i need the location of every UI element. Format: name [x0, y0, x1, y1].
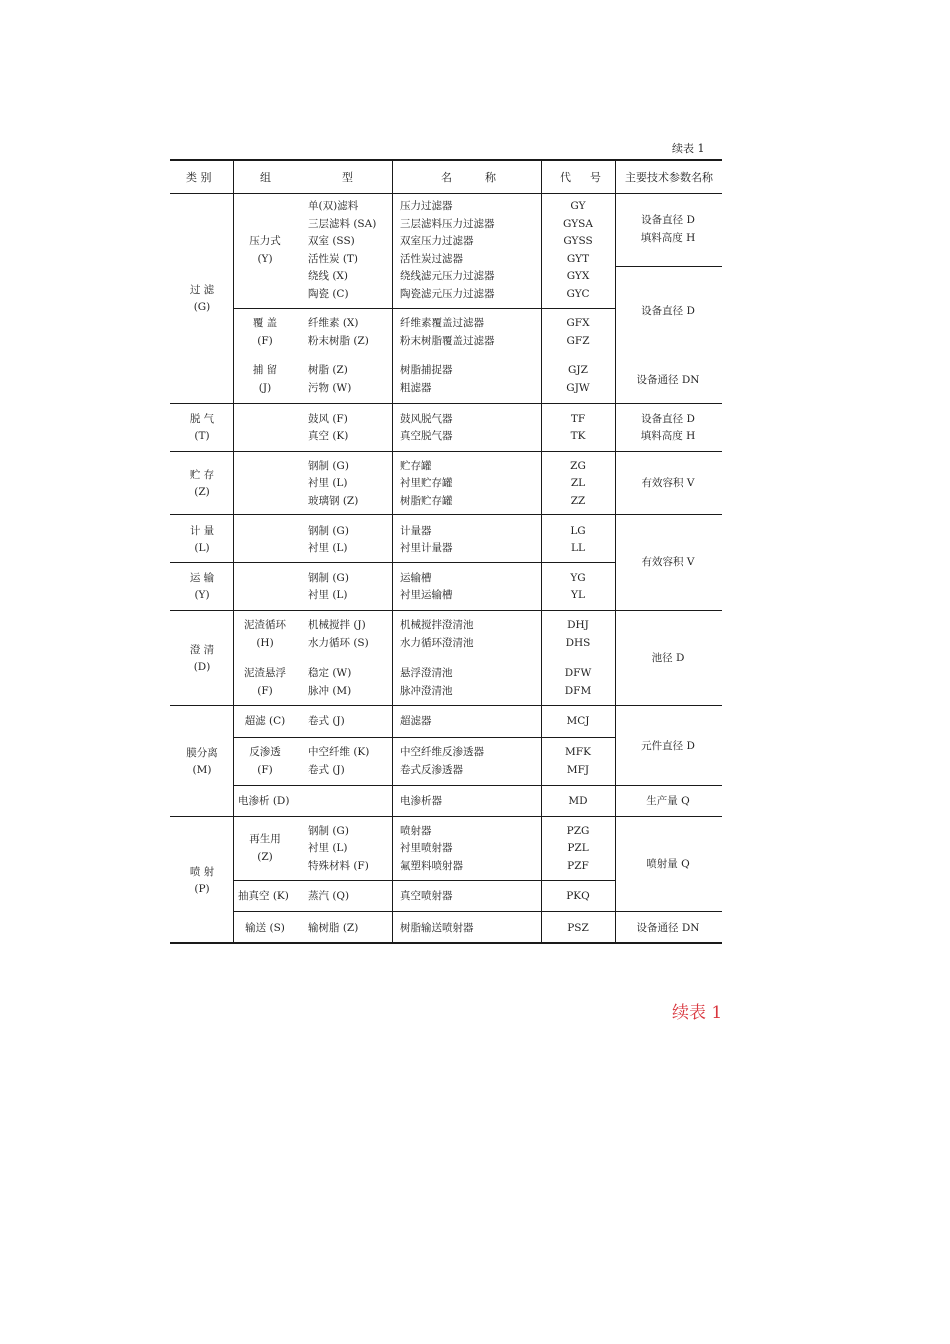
group-pressure: 压力式: [249, 235, 281, 247]
name-cell: 电渗析器: [400, 795, 442, 807]
param-cell: 设备通径 DN: [636, 922, 700, 934]
type-cell: 卷式 (J): [308, 764, 345, 776]
rule-transport-end: [170, 610, 722, 611]
header-code-a: 代: [560, 171, 571, 184]
code-cell: GYT: [566, 253, 590, 265]
group-capture-code: (J): [258, 382, 272, 394]
group-regen: 再生用: [249, 833, 281, 845]
code-cell: MFJ: [566, 764, 590, 776]
group-regen-code: (Z): [257, 851, 273, 863]
name-cell: 悬浮澄清池: [400, 667, 453, 679]
group-ro-code: (F): [257, 764, 273, 776]
header-params: 主要技术参数名称: [625, 171, 713, 184]
code-cell: PZG: [566, 825, 590, 837]
code-cell: LL: [571, 542, 585, 554]
type-cell: 玻璃钢 (Z): [308, 495, 359, 507]
type-cell: 蒸汽 (Q): [308, 890, 350, 902]
group-ultra: 超滤 (C): [244, 715, 286, 727]
name-cell: 机械搅拌澄清池: [400, 619, 474, 631]
code-cell: GYC: [566, 288, 590, 300]
rule-clarify-end: [170, 705, 722, 706]
name-cell: 鼓风脱气器: [400, 413, 453, 425]
name-cell: 水力循环澄清池: [400, 637, 474, 649]
name-cell: 双室压力过滤器: [400, 235, 474, 247]
name-cell: 运输槽: [400, 572, 432, 584]
type-cell: 衬里 (L): [308, 477, 348, 489]
category-membrane-code: (M): [192, 764, 212, 776]
param-cell: 设备直径 D: [641, 305, 695, 317]
rule-vacuum-end: [233, 911, 722, 912]
group-capture: 捕 留: [252, 364, 278, 376]
type-cell: 树脂 (Z): [308, 364, 348, 376]
param-cell: 生产量 Q: [646, 795, 690, 807]
code-cell: GFZ: [566, 335, 590, 347]
type-cell: 粉末树脂 (Z): [308, 335, 369, 347]
rule-deaerate-end: [170, 451, 722, 452]
name-cell: 纤维素覆盖过滤器: [400, 317, 484, 329]
category-meter: 计 量: [189, 525, 215, 537]
type-cell: 活性炭 (T): [308, 253, 359, 265]
col-rule-2: [392, 160, 393, 943]
param-cell: 元件直径 D: [641, 740, 695, 752]
type-cell: 特殊材料 (F): [308, 860, 369, 872]
code-cell: LG: [570, 525, 586, 537]
code-cell: PSZ: [567, 922, 589, 934]
type-cell: 稳定 (W): [308, 667, 352, 679]
param-cell: 设备直径 D: [641, 214, 695, 226]
group-ro: 反渗透: [249, 746, 281, 758]
code-cell: PZF: [567, 860, 589, 872]
name-cell: 压力过滤器: [400, 200, 453, 212]
param-divider: [615, 266, 722, 267]
name-cell: 衬里计量器: [400, 542, 453, 554]
code-cell: DHJ: [567, 619, 589, 631]
header-type: 型: [342, 171, 353, 184]
name-cell: 氟塑料喷射器: [400, 860, 463, 872]
col-rule-4: [615, 160, 616, 943]
type-cell: 鼓风 (F): [308, 413, 348, 425]
type-cell: 双室 (SS): [308, 235, 355, 247]
type-cell: 水力循环 (S): [308, 637, 369, 649]
type-cell: 三层滤料 (SA): [308, 218, 377, 230]
name-cell: 贮存罐: [400, 460, 432, 472]
header-name-a: 名: [441, 171, 452, 184]
type-cell: 纤维素 (X): [308, 317, 359, 329]
category-deaerate-code: (T): [194, 430, 210, 442]
category-clarify-code: (D): [193, 661, 211, 673]
code-cell: GFX: [566, 317, 590, 329]
name-cell: 卷式反渗透器: [400, 764, 463, 776]
rule-ultra-end: [233, 737, 615, 738]
code-cell: GYX: [566, 270, 590, 282]
category-meter-code: (L): [194, 542, 210, 554]
category-clarify: 澄 清: [189, 644, 215, 656]
header-name-b: 称: [485, 171, 496, 184]
code-cell: ZL: [570, 477, 586, 489]
name-cell: 衬里贮存罐: [400, 477, 453, 489]
code-cell: GYSA: [563, 218, 593, 230]
group-coating: 覆 盖: [252, 317, 278, 329]
code-cell: YG: [570, 572, 586, 584]
continued-label: 续表 1: [672, 142, 705, 155]
rule-regen-end: [233, 880, 615, 881]
name-cell: 树脂捕捉器: [400, 364, 453, 376]
code-cell: GYSS: [563, 235, 593, 247]
name-cell: 超滤器: [400, 715, 432, 727]
category-store: 贮 存: [189, 469, 215, 481]
category-transport-code: (Y): [194, 589, 210, 601]
code-cell: MCJ: [566, 715, 590, 727]
code-cell: GJW: [566, 382, 590, 394]
code-cell: MFK: [565, 746, 591, 758]
param-cell: 设备直径 D: [641, 413, 695, 425]
type-cell: 真空 (K): [308, 430, 349, 442]
type-cell: 钢制 (G): [308, 525, 349, 537]
param-cell: 池径 D: [651, 652, 685, 664]
group-convey: 输送 (S): [245, 922, 285, 934]
category-filter-code: (G): [193, 301, 211, 313]
param-cell: 设备通径 DN: [636, 374, 700, 386]
filter-subgroup-rule: [233, 308, 615, 309]
group-mix-circ: 泥渣循环: [244, 619, 286, 631]
type-cell: 衬里 (L): [308, 542, 348, 554]
name-cell: 三层滤料压力过滤器: [400, 218, 495, 230]
category-store-code: (Z): [194, 486, 210, 498]
type-cell: 钢制 (G): [308, 825, 349, 837]
code-cell: ZZ: [570, 495, 586, 507]
code-cell: GY: [570, 200, 586, 212]
param-cell: 填料高度 H: [640, 232, 696, 244]
group-mix-susp-code: (F): [257, 685, 273, 697]
col-rule-1: [233, 160, 234, 943]
table-caption: 续表 1: [672, 1003, 723, 1023]
type-cell: 钢制 (G): [308, 572, 349, 584]
table-top-rule: [170, 159, 722, 161]
name-cell: 树脂贮存罐: [400, 495, 453, 507]
group-pressure-code: (Y): [257, 253, 273, 265]
group-edr: 电渗析 (D): [238, 795, 290, 807]
code-cell: DFM: [564, 685, 592, 697]
code-cell: TF: [570, 413, 586, 425]
type-cell: 中空纤维 (K): [308, 746, 370, 758]
type-cell: 衬里 (L): [308, 842, 348, 854]
type-cell: 输树脂 (Z): [308, 922, 359, 934]
code-cell: DFW: [564, 667, 592, 679]
category-eject: 喷 射: [189, 866, 215, 878]
name-cell: 粉末树脂覆盖过滤器: [400, 335, 495, 347]
rule-filter-end: [170, 403, 722, 404]
col-rule-3: [541, 160, 542, 943]
rule-store-end: [170, 514, 722, 515]
code-cell: TK: [570, 430, 586, 442]
code-cell: GJZ: [568, 364, 588, 376]
name-cell: 树脂输送喷射器: [400, 922, 474, 934]
category-membrane: 膜分离: [186, 747, 218, 759]
name-cell: 粗滤器: [400, 382, 432, 394]
category-filter: 过 滤: [189, 284, 215, 296]
name-cell: 绕线滤元压力过滤器: [400, 270, 495, 282]
group-mix-circ-code: (H): [256, 637, 274, 649]
param-cell: 有效容积 V: [641, 556, 695, 568]
param-cell: 有效容积 V: [641, 477, 695, 489]
code-cell: ZG: [570, 460, 586, 472]
table-bottom-rule: [170, 942, 722, 944]
header-category: 类 别: [186, 171, 212, 184]
type-cell: 卷式 (J): [308, 715, 345, 727]
rule-membrane-end: [170, 816, 722, 817]
type-cell: 单(双)滤料: [308, 200, 359, 212]
type-cell: 机械搅拌 (J): [308, 619, 366, 631]
group-mix-susp: 泥渣悬浮: [244, 667, 286, 679]
code-cell: PKQ: [566, 890, 590, 902]
rule-ro-end: [233, 785, 722, 786]
name-cell: 脉冲澄清池: [400, 685, 453, 697]
name-cell: 真空脱气器: [400, 430, 453, 442]
category-transport: 运 输: [189, 572, 215, 584]
param-cell: 填料高度 H: [640, 430, 696, 442]
name-cell: 中空纤维反渗透器: [400, 746, 484, 758]
code-cell: YL: [571, 589, 585, 601]
header-code-b: 号: [590, 171, 601, 184]
name-cell: 喷射器: [400, 825, 432, 837]
header-rule: [170, 193, 722, 194]
type-cell: 脉冲 (M): [308, 685, 352, 697]
code-cell: MD: [568, 795, 588, 807]
name-cell: 衬里喷射器: [400, 842, 453, 854]
code-cell: PZL: [567, 842, 589, 854]
code-cell: DHS: [565, 637, 591, 649]
name-cell: 陶瓷滤元压力过滤器: [400, 288, 495, 300]
name-cell: 真空喷射器: [400, 890, 453, 902]
group-coating-code: (F): [257, 335, 273, 347]
group-vacuum: 抽真空 (K): [238, 890, 289, 902]
name-cell: 衬里运输槽: [400, 589, 453, 601]
param-cell: 喷射量 Q: [646, 858, 690, 870]
category-deaerate: 脱 气: [189, 413, 215, 425]
header-group: 组: [260, 171, 271, 184]
type-cell: 陶瓷 (C): [308, 288, 349, 300]
type-cell: 污物 (W): [308, 382, 352, 394]
name-cell: 计量器: [400, 525, 432, 537]
type-cell: 钢制 (G): [308, 460, 349, 472]
type-cell: 绕线 (X): [308, 270, 349, 282]
name-cell: 活性炭过滤器: [400, 253, 463, 265]
category-eject-code: (P): [194, 883, 210, 895]
type-cell: 衬里 (L): [308, 589, 348, 601]
